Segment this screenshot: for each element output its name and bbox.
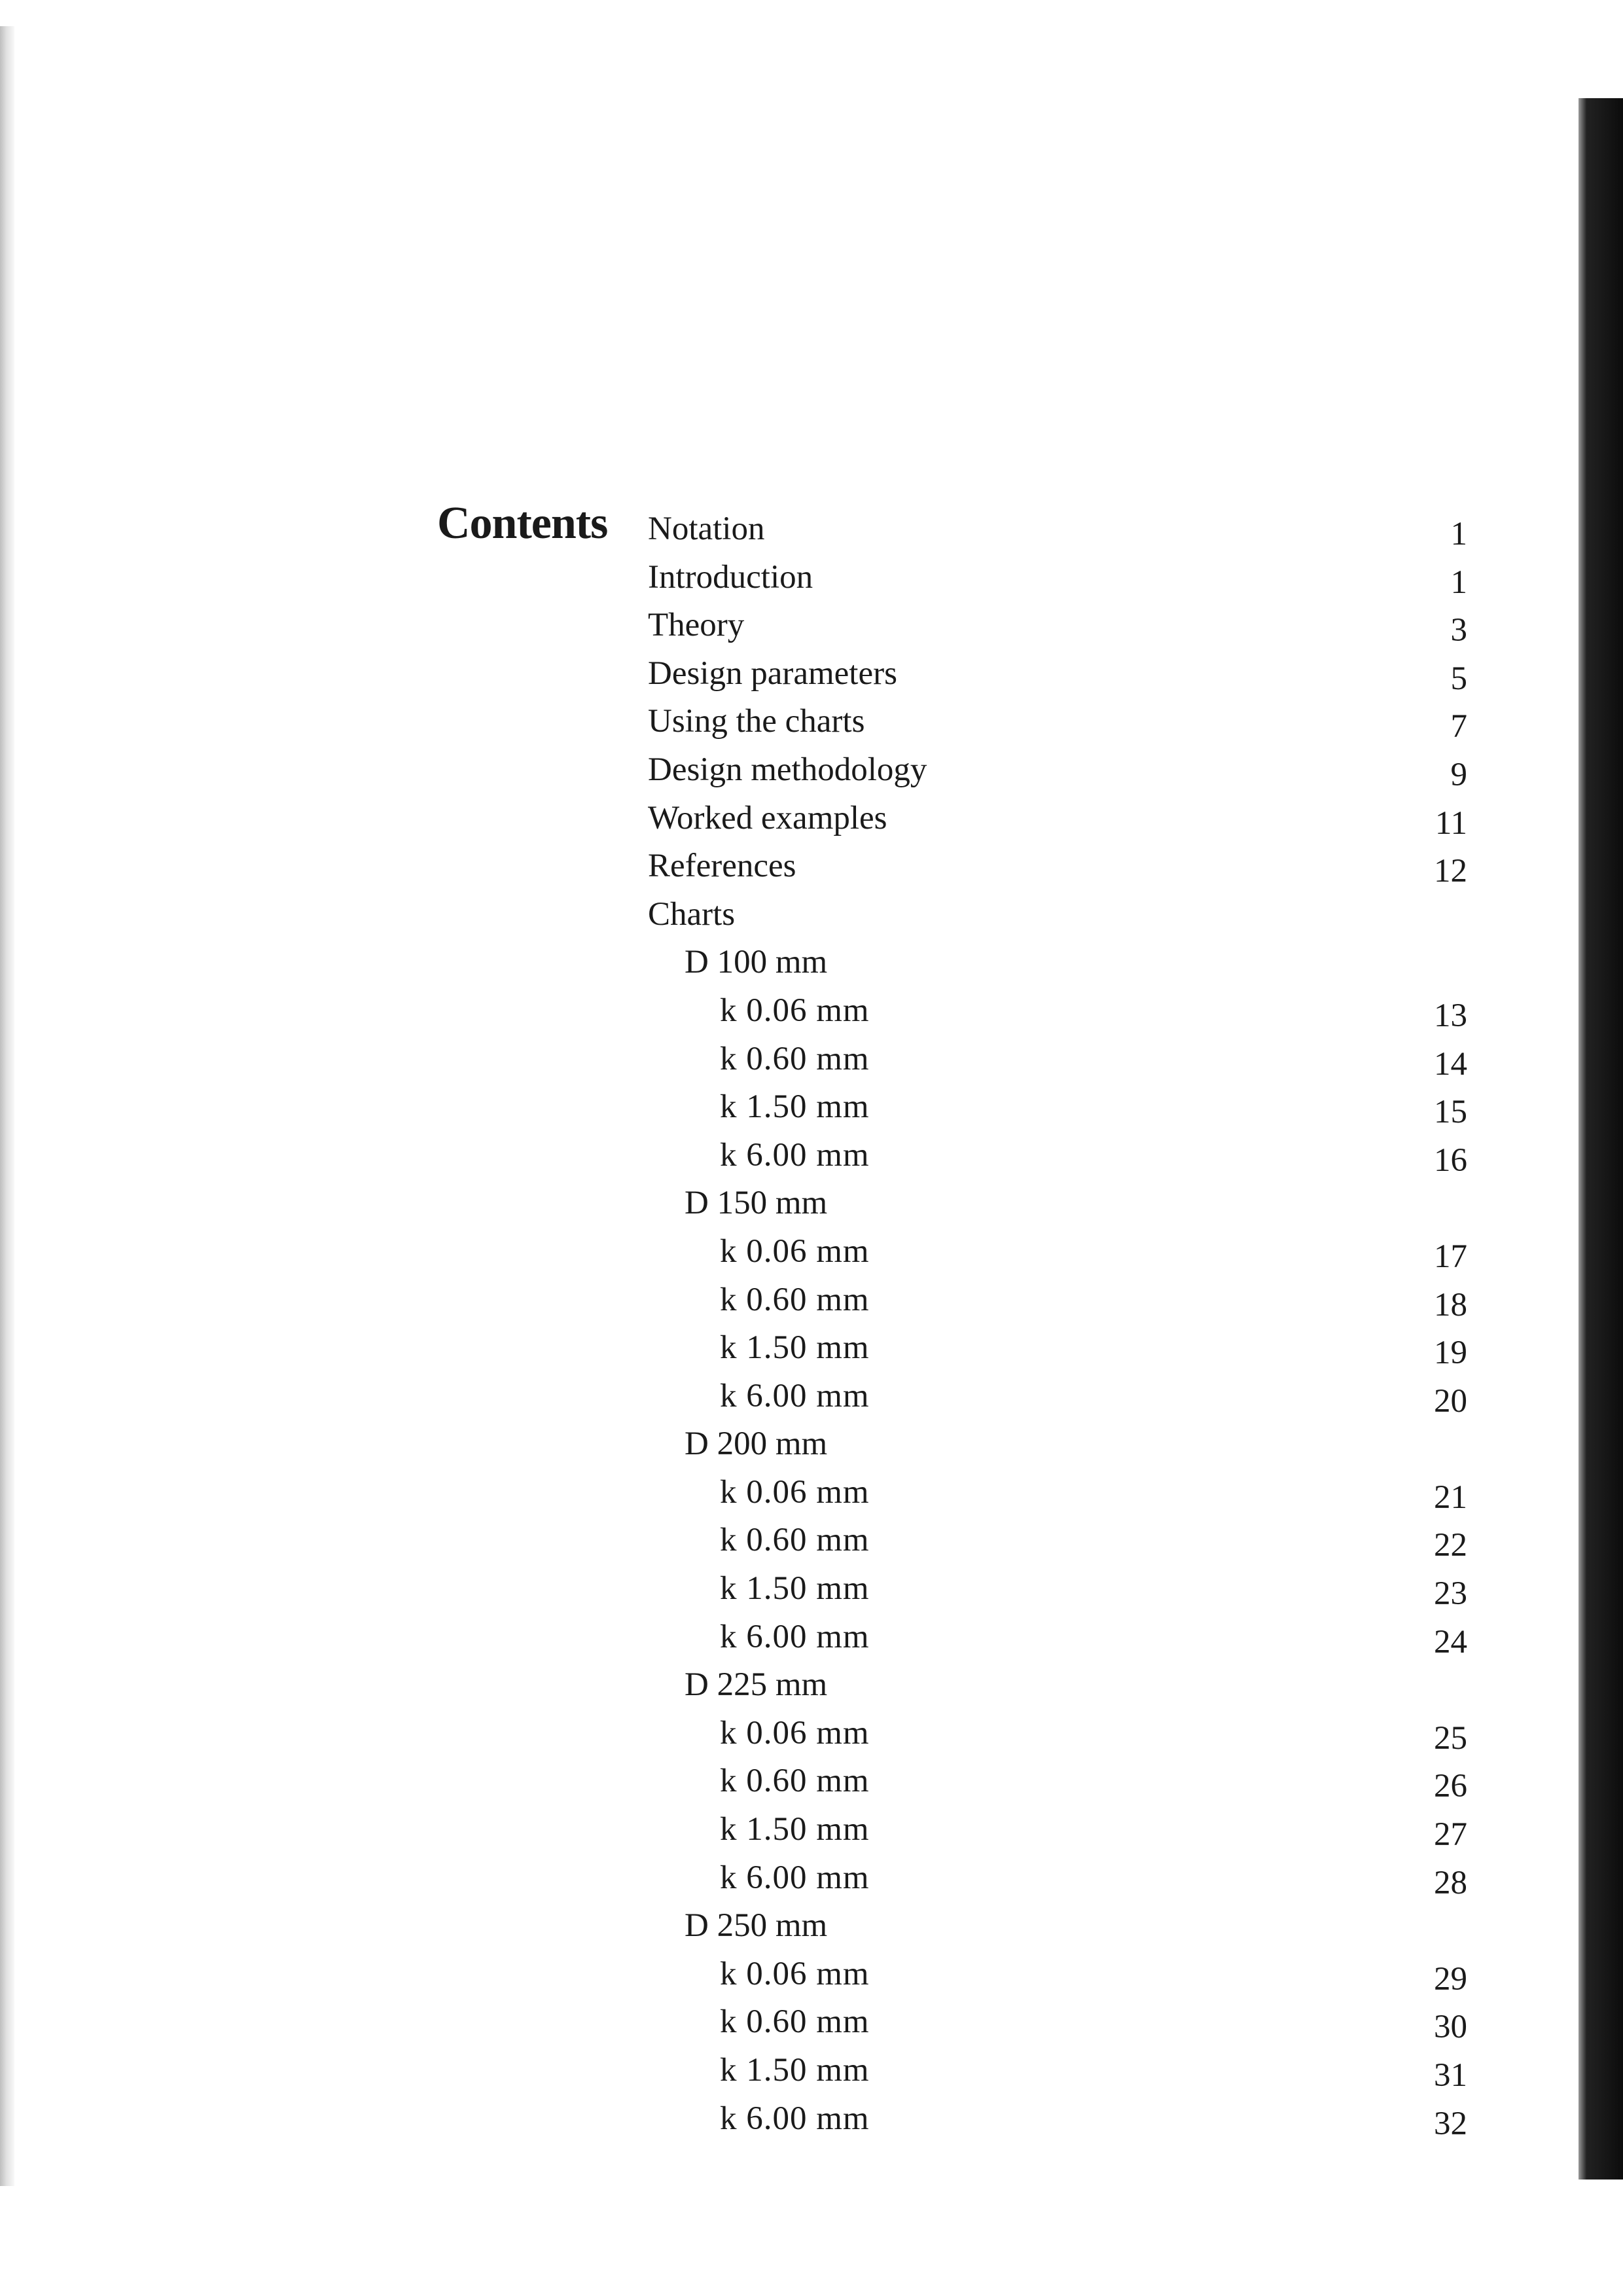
toc-subentry <box>648 1035 1486 1084</box>
toc-subsection <box>648 1661 1486 1710</box>
toc-page-number: 22 <box>1434 1527 1467 1564</box>
toc-entry-label: D 225 mm <box>685 1666 828 1704</box>
toc-page-number: 3 <box>1450 612 1467 649</box>
scan-spine-shadow <box>0 26 14 2186</box>
toc-entry <box>648 650 1486 698</box>
toc-page-number: 7 <box>1450 708 1467 745</box>
toc-entry-label: k 1.50 mm <box>720 1329 870 1367</box>
toc-entry-label: k 1.50 mm <box>720 2052 870 2089</box>
toc-entry <box>648 554 1486 602</box>
toc-subentry <box>648 1613 1486 1662</box>
toc-entry-label: Design parameters <box>648 655 897 692</box>
toc-subentry <box>648 1950 1486 1999</box>
toc-entry-label: D 250 mm <box>685 1907 828 1945</box>
toc-subentry <box>648 1806 1486 1854</box>
toc-page-number: 12 <box>1434 853 1467 890</box>
toc-subentry <box>648 2047 1486 2095</box>
toc-page-number: 19 <box>1434 1335 1467 1372</box>
toc-subentry <box>648 1083 1486 1132</box>
toc-entry-label: D 200 mm <box>685 1426 828 1463</box>
toc-entry-label: Charts <box>648 895 736 933</box>
toc-entry-label: k 1.50 mm <box>720 1811 870 1848</box>
toc-subentry <box>648 1710 1486 1758</box>
toc-entry-label: k 0.60 mm <box>720 1763 870 1800</box>
toc-page-number: 25 <box>1434 1719 1467 1757</box>
toc-subentry <box>648 1998 1486 2047</box>
toc-subentry <box>648 1757 1486 1806</box>
toc-entry <box>648 746 1486 795</box>
toc-entry-label: k 0.60 mm <box>720 1040 870 1077</box>
toc-entry-label: k 0.06 mm <box>720 1714 870 1751</box>
toc-entry <box>648 842 1486 891</box>
toc-page-number: 28 <box>1434 1864 1467 1901</box>
toc-entry-label: Introduction <box>648 558 813 596</box>
toc-page-number: 30 <box>1434 2009 1467 2046</box>
toc-entry <box>648 891 1486 939</box>
toc-page-number: 17 <box>1434 1238 1467 1275</box>
toc-entry <box>648 601 1486 650</box>
toc-entry-label: k 6.00 mm <box>720 1136 870 1174</box>
toc-page-number: 26 <box>1434 1768 1467 1805</box>
toc-subentry <box>648 1469 1486 1517</box>
toc-entry-label: k 1.50 mm <box>720 1088 870 1126</box>
toc-page-number: 27 <box>1434 1816 1467 1854</box>
toc-page-number: 13 <box>1434 997 1467 1034</box>
toc-page-number: 1 <box>1450 516 1467 552</box>
toc-page-number: 21 <box>1434 1479 1467 1516</box>
toc-entry-label: k 6.00 mm <box>720 2100 870 2137</box>
toc-entry-label: k 0.60 mm <box>720 2003 870 2041</box>
toc-subsection <box>648 1179 1486 1228</box>
toc-subentry <box>648 1372 1486 1421</box>
toc-page-number: 1 <box>1450 564 1467 601</box>
toc-entry-label: Theory <box>648 607 745 644</box>
toc-entry-label: k 0.06 mm <box>720 1473 870 1511</box>
toc-subsection <box>648 1902 1486 1950</box>
toc-subentry <box>648 1516 1486 1565</box>
toc-entry-label: k 6.00 mm <box>720 1859 870 1896</box>
contents-heading: Contents <box>437 498 608 548</box>
toc-page-number: 15 <box>1434 1094 1467 1131</box>
toc-entry-label: Worked examples <box>648 799 887 836</box>
toc-entry <box>648 505 1486 554</box>
toc-entry-label: k 0.06 mm <box>720 1232 870 1270</box>
toc-page-number: 18 <box>1434 1286 1467 1323</box>
toc-entry-label: Notation <box>648 511 765 547</box>
toc-page-number: 9 <box>1450 756 1467 793</box>
toc-entry <box>648 698 1486 746</box>
toc-entry-label: k 6.00 mm <box>720 1618 870 1655</box>
toc-subentry <box>648 2095 1486 2144</box>
toc-subsection <box>648 1420 1486 1469</box>
toc-entry-label: k 6.00 mm <box>720 1377 870 1414</box>
toc-page-number: 11 <box>1435 804 1467 842</box>
toc-subentry <box>648 1324 1486 1372</box>
toc-subentry <box>648 1854 1486 1903</box>
toc-page-number: 5 <box>1450 660 1467 697</box>
toc-subentry <box>648 987 1486 1035</box>
toc-entry-label: k 0.06 mm <box>720 1955 870 1992</box>
toc-page-number: 14 <box>1434 1045 1467 1083</box>
toc-page-number: 31 <box>1434 2057 1467 2094</box>
toc-entry-label: Using the charts <box>648 703 865 740</box>
toc-subentry <box>648 1276 1486 1325</box>
toc-page-number: 32 <box>1434 2105 1467 2142</box>
toc-entry <box>648 795 1486 843</box>
toc-subentry <box>648 1228 1486 1276</box>
toc-entry-label: D 100 mm <box>685 944 828 981</box>
toc-page-number: 24 <box>1434 1623 1467 1660</box>
toc-page-number: 23 <box>1434 1575 1467 1613</box>
toc-page-number: 20 <box>1434 1382 1467 1420</box>
scan-page-edge <box>1578 98 1623 2179</box>
toc-subentry <box>648 1565 1486 1613</box>
toc-entry-label: D 150 mm <box>685 1185 828 1222</box>
toc-subsection <box>648 939 1486 987</box>
toc-entry-label: k 0.60 mm <box>720 1522 870 1559</box>
toc-entry-label: References <box>648 848 796 885</box>
toc-entry-label: k 0.06 mm <box>720 992 870 1029</box>
table-of-contents <box>648 505 1486 2143</box>
toc-entry-label: Design methodology <box>648 751 927 788</box>
toc-entry-label: k 1.50 mm <box>720 1570 870 1607</box>
toc-entry-label: k 0.60 mm <box>720 1281 870 1318</box>
toc-subentry <box>648 1132 1486 1180</box>
toc-page-number: 29 <box>1434 1960 1467 1998</box>
toc-page-number: 16 <box>1434 1141 1467 1179</box>
